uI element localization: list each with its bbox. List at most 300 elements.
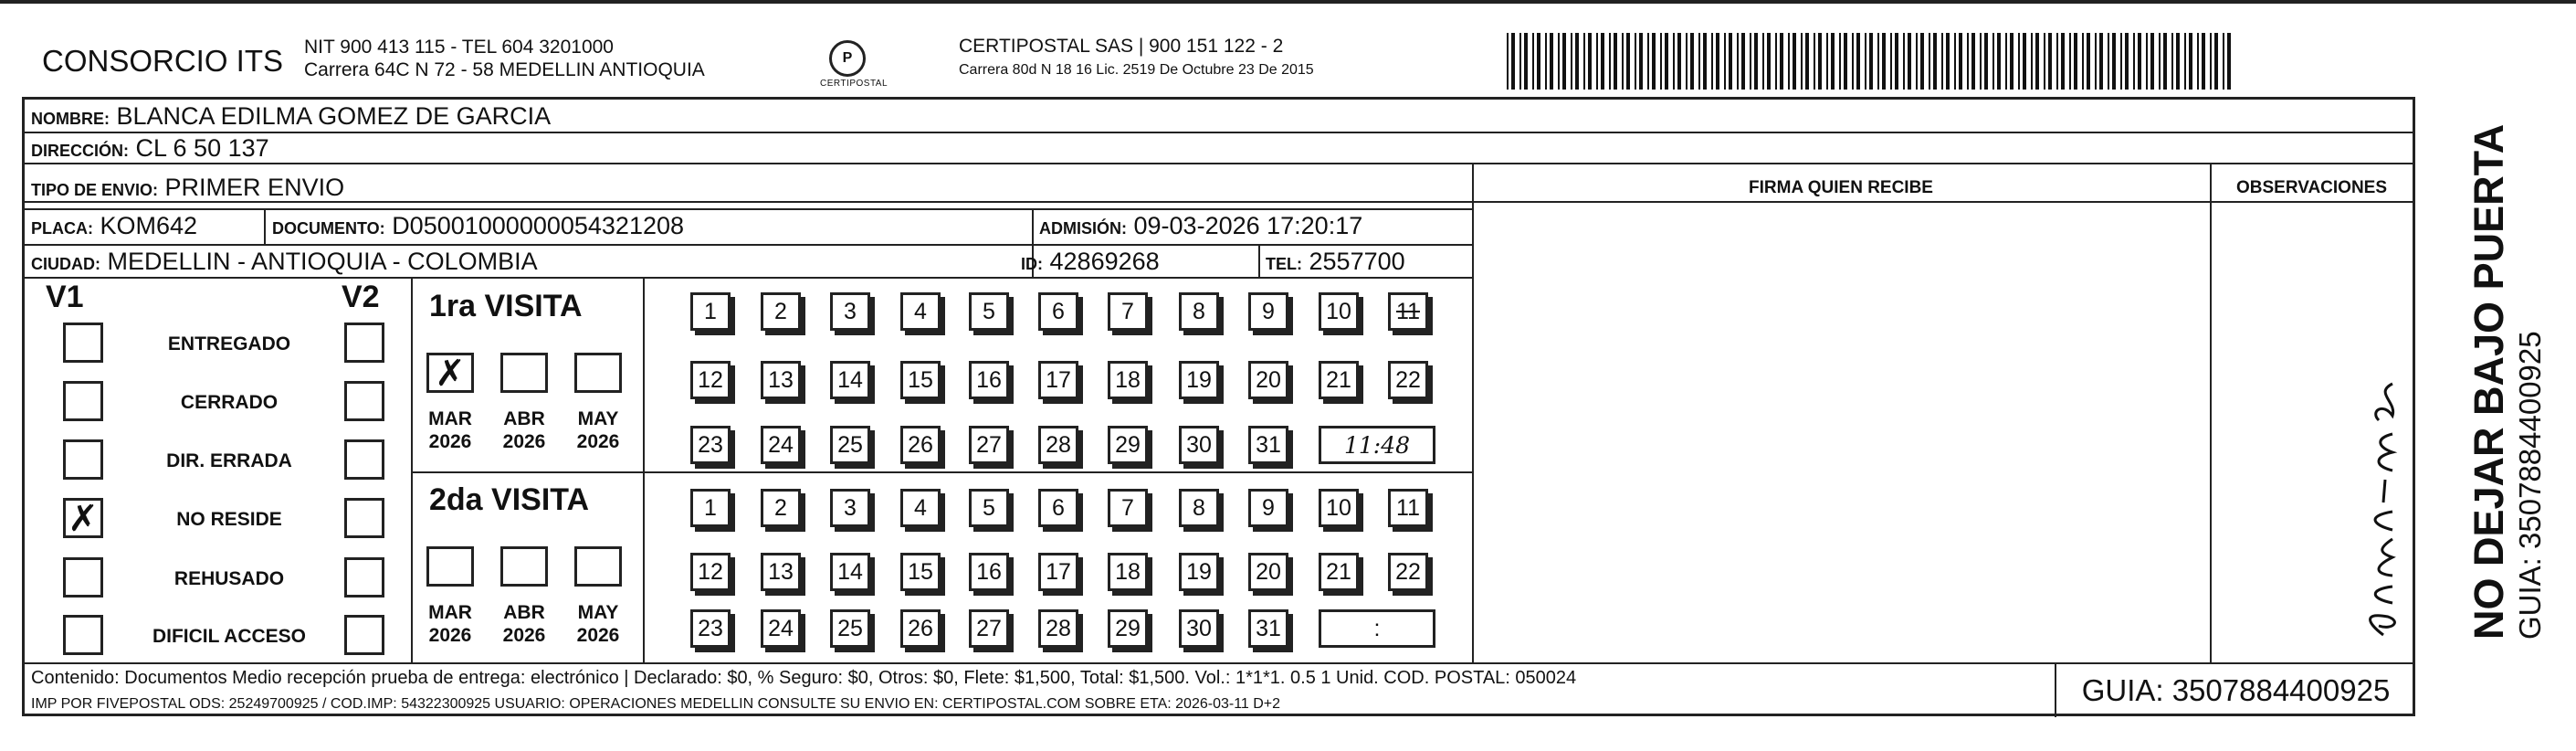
- day-checkbox[interactable]: [1038, 292, 1078, 331]
- barcode-bar: [1920, 33, 1924, 90]
- barcode-bar: [1762, 33, 1764, 90]
- barcode-bar: [1519, 33, 1521, 90]
- day-checkbox[interactable]: [1108, 553, 1148, 591]
- month-checkbox[interactable]: [426, 546, 474, 587]
- day-number: 31: [1256, 431, 1281, 458]
- col-divider: [1258, 244, 1260, 277]
- firma-header: FIRMA QUIEN RECIBE: [1749, 178, 1933, 197]
- barcode-bar: [2031, 33, 2033, 90]
- month-year: 2026: [502, 625, 546, 646]
- month-year: 2026: [428, 431, 472, 452]
- barcode-bar: [2171, 33, 2173, 90]
- barcode-bar: [1818, 33, 1822, 90]
- direccion-value: CL 6 50 137: [135, 134, 269, 162]
- day-checkbox[interactable]: [1179, 553, 1219, 591]
- observations-handwriting: [2219, 292, 2402, 649]
- day-checkbox[interactable]: [900, 609, 941, 648]
- day-checkbox[interactable]: [1319, 292, 1359, 331]
- day-checkbox[interactable]: [1248, 489, 1288, 527]
- day-number: 23: [698, 615, 723, 641]
- barcode-bar: [1908, 33, 1911, 90]
- day-checkbox[interactable]: [969, 553, 1009, 591]
- barcode-bar: [1583, 33, 1585, 90]
- day-checkbox[interactable]: [1248, 426, 1288, 464]
- barcode-bar: [1673, 33, 1675, 90]
- barcode-bar: [1558, 33, 1560, 90]
- day-number: 2: [774, 298, 787, 324]
- barcode-bar: [2223, 33, 2224, 90]
- day-number: 15: [908, 366, 933, 393]
- tel-label: TEL:: [1266, 255, 1302, 273]
- col-divider: [411, 277, 413, 662]
- barcode-bar: [1780, 33, 1783, 90]
- barcode-bar: [2005, 33, 2007, 90]
- documento-field: [272, 212, 684, 240]
- barcode-bar: [1805, 33, 1809, 90]
- barcode-bar: [2214, 33, 2218, 90]
- x-mark-icon: ✗: [68, 498, 99, 540]
- status-label: CERRADO: [180, 392, 279, 413]
- v2-checkbox[interactable]: [344, 381, 384, 421]
- nombre-label: NOMBRE:: [31, 110, 110, 128]
- id-field: [1021, 248, 1160, 276]
- day-number: 29: [1115, 431, 1141, 458]
- day-checkbox[interactable]: [1038, 489, 1078, 527]
- month-label: [562, 601, 635, 647]
- month-label: [488, 601, 561, 647]
- side-guia: GUIA: 3507884400925: [2513, 331, 2547, 640]
- col-divider: [2210, 163, 2212, 663]
- admision-field: [1039, 212, 1362, 240]
- day-checkbox[interactable]: [969, 292, 1009, 331]
- day-number: 26: [908, 431, 933, 458]
- barcode-bar: [1660, 33, 1662, 90]
- nombre-row: [31, 102, 551, 131]
- barcode-bar: [1550, 33, 1553, 90]
- company-name: CONSORCIO ITS: [42, 44, 284, 78]
- day-number: 18: [1115, 558, 1141, 585]
- day-checkbox[interactable]: [1319, 553, 1359, 591]
- month-name: ABR: [503, 602, 545, 623]
- month-year: 2026: [428, 625, 472, 646]
- day-number: 3: [844, 298, 857, 324]
- barcode-bar: [1511, 33, 1515, 90]
- id-label: ID:: [1021, 255, 1043, 273]
- barcode-bar: [1971, 33, 1975, 90]
- day-number: 28: [1046, 431, 1071, 458]
- barcode-bar: [1856, 33, 1860, 90]
- day-checkbox[interactable]: [969, 489, 1009, 527]
- day-number: 28: [1046, 615, 1071, 641]
- tipo-row: [31, 174, 344, 202]
- barcode-bar: [1992, 33, 1994, 90]
- footer-content-line: Contenido: Documentos Medio recepción prueba de entrega: electrónico | Declarado: $0, % Seguro: $0, Otros: $0, Flete: $1,500, Total: $1,500. Vol.: 1*1*1. 0.5 1 Unid. COD. POSTAL: 050024: [31, 668, 1577, 688]
- courier-name: CERTIPOSTAL SAS | 900 151 122 - 2: [959, 36, 1284, 57]
- day-number: 11: [1396, 494, 1420, 521]
- day-number: 25: [837, 431, 863, 458]
- day-number: 5: [983, 494, 995, 521]
- barcode-bar: [1844, 33, 1847, 90]
- barcode-bar: [1711, 33, 1713, 90]
- barcode-bar: [2069, 33, 2071, 90]
- barcode-bar: [1814, 33, 1815, 90]
- barcode-bar: [2099, 33, 2103, 90]
- day-number: 4: [914, 494, 927, 521]
- day-checkbox[interactable]: [1179, 489, 1219, 527]
- row-divider: [22, 201, 2415, 203]
- status-label: REHUSADO: [173, 568, 285, 589]
- v1-checkbox[interactable]: [63, 557, 103, 598]
- barcode-bar: [2189, 33, 2192, 90]
- day-number: 25: [837, 615, 863, 641]
- col-divider: [264, 208, 266, 244]
- v2-checkbox[interactable]: [344, 557, 384, 598]
- day-number: 17: [1046, 366, 1071, 393]
- day-checkbox[interactable]: [761, 553, 801, 591]
- day-number: 17: [1046, 558, 1071, 585]
- day-number: 15: [908, 558, 933, 585]
- day-number: 19: [1186, 366, 1212, 393]
- documento-value: D0500100000005432120​8: [392, 212, 685, 239]
- barcode-bar: [1831, 33, 1835, 90]
- day-number: 11: [1396, 298, 1420, 324]
- day-number: 8: [1193, 494, 1205, 521]
- day-checkbox[interactable]: [969, 609, 1009, 648]
- day-number: 1: [704, 494, 717, 521]
- day-checkbox[interactable]: [761, 292, 801, 331]
- barcode-bar: [2056, 33, 2058, 90]
- barcode-bar: [1890, 33, 1892, 90]
- barcode-bar: [2150, 33, 2154, 90]
- day-checkbox[interactable]: [830, 292, 870, 331]
- row-divider: [22, 132, 2415, 133]
- barcode-bar: [1665, 33, 1668, 90]
- barcode-bar: [1507, 33, 1509, 90]
- row-divider: [22, 208, 1474, 210]
- day-checkbox[interactable]: [1179, 609, 1219, 648]
- day-checkbox[interactable]: [1108, 489, 1148, 527]
- day-number: 7: [1121, 298, 1134, 324]
- day-number: 29: [1115, 615, 1141, 641]
- barcode-bar: [1647, 33, 1649, 90]
- barcode-bar: [1562, 33, 1566, 90]
- barcode-bar: [2044, 33, 2045, 90]
- month-name: ABR: [503, 408, 545, 429]
- v1-checkbox[interactable]: [63, 615, 103, 655]
- day-number: 27: [976, 615, 1002, 641]
- month-checkbox[interactable]: [500, 546, 548, 587]
- barcode-bar: [1984, 33, 1988, 90]
- barcode-bar: [1788, 33, 1790, 90]
- barcode-bar: [1524, 33, 1528, 90]
- barcode-bar: [2095, 33, 2097, 90]
- barcode-bar: [2061, 33, 2065, 90]
- barcode-bar: [1652, 33, 1656, 90]
- placa-field: [31, 212, 197, 240]
- barcode-bar: [1737, 33, 1739, 90]
- barcode-bar: [2074, 33, 2077, 90]
- day-checkbox[interactable]: [1248, 609, 1288, 648]
- day-checkbox[interactable]: [1179, 292, 1219, 331]
- second-visit-title: 2da VISITA: [429, 482, 590, 517]
- day-number: 13: [768, 558, 794, 585]
- month-checkbox[interactable]: [574, 353, 622, 393]
- barcode-bar: [1571, 33, 1572, 90]
- day-checkbox[interactable]: [1108, 426, 1148, 464]
- day-checkbox[interactable]: [1248, 361, 1288, 399]
- placa-value: KOM642: [100, 212, 198, 239]
- day-number: 9: [1262, 494, 1275, 521]
- barcode-bar: [2138, 33, 2141, 90]
- day-checkbox[interactable]: [1108, 292, 1148, 331]
- barcode-bar: [1741, 33, 1745, 90]
- barcode-bar: [1677, 33, 1681, 90]
- day-checkbox[interactable]: [1388, 489, 1428, 527]
- x-mark-icon: ✗: [435, 353, 466, 395]
- day-number: 19: [1186, 558, 1212, 585]
- day-number: 8: [1193, 298, 1205, 324]
- barcode-bar: [1865, 33, 1866, 90]
- logo-emblem-icon: P: [829, 40, 866, 77]
- day-checkbox[interactable]: [900, 489, 941, 527]
- day-number: 27: [976, 431, 1002, 458]
- barcode-bar: [1839, 33, 1841, 90]
- row-divider: [22, 163, 2415, 164]
- v2-checkbox[interactable]: [344, 439, 384, 480]
- day-number: 16: [976, 558, 1002, 585]
- tel-field: [1266, 248, 1405, 276]
- day-checkbox[interactable]: [900, 553, 941, 591]
- barcode-bar: [2184, 33, 2186, 90]
- v2-header: V2: [342, 280, 380, 314]
- barcode-bar: [2146, 33, 2148, 90]
- barcode-bar: [2048, 33, 2052, 90]
- day-number: 23: [698, 431, 723, 458]
- month-checkbox[interactable]: [426, 353, 474, 393]
- month-checkbox[interactable]: [574, 546, 622, 587]
- status-label: DIFICIL ACCESO: [152, 626, 306, 647]
- v1-checkbox[interactable]: [63, 381, 103, 421]
- documento-label: DOCUMENTO:: [272, 219, 385, 238]
- day-checkbox[interactable]: [969, 426, 1009, 464]
- barcode-bar: [1537, 33, 1540, 90]
- v2-checkbox[interactable]: [344, 498, 384, 538]
- certipostal-logo: [820, 40, 888, 89]
- day-checkbox[interactable]: [969, 361, 1009, 399]
- barcode-bar: [2176, 33, 2180, 90]
- barcode-bar: [1946, 33, 1950, 90]
- day-checkbox[interactable]: [761, 489, 801, 527]
- status-label: DIR. ERRADA: [166, 450, 292, 471]
- day-number: 10: [1326, 494, 1351, 521]
- barcode-bar: [1916, 33, 1918, 90]
- ciudad-field: [31, 248, 538, 276]
- barcode-bar: [2018, 33, 2020, 90]
- day-number: 20: [1256, 558, 1281, 585]
- month-label: [488, 407, 561, 453]
- day-checkbox[interactable]: [1388, 553, 1428, 591]
- day-checkbox[interactable]: [690, 609, 731, 648]
- barcode-bar: [1575, 33, 1579, 90]
- time-value: 11:48: [1343, 431, 1411, 459]
- barcode-bar: [1690, 33, 1694, 90]
- day-checkbox[interactable]: [1108, 609, 1148, 648]
- barcode-bar: [1635, 33, 1636, 90]
- barcode-bar: [1716, 33, 1719, 90]
- nombre-value: BLANCA EDILMA GOMEZ DE GARCIA: [116, 102, 552, 130]
- day-checkbox[interactable]: [1038, 426, 1078, 464]
- status-label: NO RESIDE: [176, 509, 282, 530]
- barcode-bar: [2087, 33, 2090, 90]
- v2-checkbox[interactable]: [344, 323, 384, 363]
- barcode-bar: [2163, 33, 2167, 90]
- day-checkbox[interactable]: [690, 426, 731, 464]
- barcode-bar: [2082, 33, 2084, 90]
- barcode-bar: [1767, 33, 1771, 90]
- month-label: [414, 407, 487, 453]
- day-checkbox[interactable]: [1108, 361, 1148, 399]
- first-visit-title: 1ra VISITA: [429, 289, 583, 323]
- day-checkbox[interactable]: [761, 361, 801, 399]
- barcode-bar: [1750, 33, 1751, 90]
- day-checkbox[interactable]: [761, 609, 801, 648]
- barcode-bar: [1954, 33, 1956, 90]
- month-label: [562, 407, 635, 453]
- barcode-bar: [2125, 33, 2129, 90]
- id-value: 42869268: [1049, 248, 1160, 275]
- day-checkbox[interactable]: [1038, 553, 1078, 591]
- day-checkbox[interactable]: [1388, 361, 1428, 399]
- row-divider: [22, 277, 1474, 279]
- day-checkbox[interactable]: [830, 361, 870, 399]
- day-checkbox[interactable]: [830, 489, 870, 527]
- day-checkbox[interactable]: [1248, 292, 1288, 331]
- courier-address: Carrera 80d N 18 16 Lic. 2519 De Octubre 23 De 2015: [959, 62, 1314, 78]
- day-number: 1: [704, 298, 717, 324]
- barcode-bar: [1729, 33, 1732, 90]
- day-number: 9: [1262, 298, 1275, 324]
- barcode-bar: [2010, 33, 2013, 90]
- v2-checkbox[interactable]: [344, 615, 384, 655]
- day-number: 24: [768, 615, 794, 641]
- direccion-label: DIRECCIÓN:: [31, 142, 129, 160]
- day-checkbox[interactable]: [761, 426, 801, 464]
- barcode-bar: [1959, 33, 1962, 90]
- day-checkbox[interactable]: [830, 426, 870, 464]
- day-checkbox[interactable]: [900, 292, 941, 331]
- barcode-bar: [1882, 33, 1886, 90]
- ciudad-label: CIUDAD:: [31, 255, 100, 273]
- guia-number: GUIA: 3507884400925: [2081, 673, 2391, 707]
- barcode-bar: [2133, 33, 2135, 90]
- v1-checkbox[interactable]: [63, 498, 103, 538]
- barcode-bar: [1877, 33, 1879, 90]
- day-checkbox[interactable]: [1248, 553, 1288, 591]
- col-divider: [1472, 163, 1474, 663]
- day-number: 13: [768, 366, 794, 393]
- day-checkbox[interactable]: [690, 553, 731, 591]
- barcode-bar: [1545, 33, 1547, 90]
- time-field[interactable]: [1319, 609, 1435, 648]
- time-field[interactable]: [1319, 426, 1435, 464]
- day-checkbox[interactable]: [1319, 489, 1359, 527]
- day-number: 20: [1256, 366, 1281, 393]
- day-checkbox[interactable]: [1388, 292, 1428, 331]
- barcode-bar: [1775, 33, 1777, 90]
- barcode-bar: [1698, 33, 1700, 90]
- day-number: 4: [914, 298, 927, 324]
- day-checkbox[interactable]: [1038, 361, 1078, 399]
- day-checkbox[interactable]: [830, 553, 870, 591]
- day-number: 5: [983, 298, 995, 324]
- barcode: [1507, 33, 2235, 90]
- barcode-bar: [1532, 33, 1534, 90]
- day-checkbox[interactable]: [690, 292, 731, 331]
- day-checkbox[interactable]: [900, 426, 941, 464]
- day-checkbox[interactable]: [1179, 361, 1219, 399]
- barcode-bar: [2120, 33, 2122, 90]
- logo-label: CERTIPOSTAL: [820, 79, 888, 89]
- barcode-bar: [2159, 33, 2161, 90]
- barcode-bar: [1903, 33, 1905, 90]
- day-number: 16: [976, 366, 1002, 393]
- month-label: [414, 601, 487, 647]
- v1-checkbox[interactable]: [63, 439, 103, 480]
- company-address: Carrera 64C N 72 - 58 MEDELLIN ANTIOQUIA: [304, 59, 705, 80]
- day-number: 6: [1052, 494, 1065, 521]
- barcode-bar: [1609, 33, 1611, 90]
- day-number: 26: [908, 615, 933, 641]
- day-checkbox[interactable]: [1038, 609, 1078, 648]
- day-number: 12: [698, 366, 723, 393]
- top-border-line: [0, 0, 2576, 4]
- month-year: 2026: [576, 431, 620, 452]
- barcode-bar: [1596, 33, 1598, 90]
- barcode-bar: [1793, 33, 1796, 90]
- day-number: 10: [1326, 298, 1351, 324]
- day-checkbox[interactable]: [690, 489, 731, 527]
- barcode-bar: [1588, 33, 1592, 90]
- day-checkbox[interactable]: [1179, 426, 1219, 464]
- v1-checkbox[interactable]: [63, 323, 103, 363]
- barcode-bar: [1967, 33, 1969, 90]
- row-divider: [411, 471, 1474, 473]
- day-number: 21: [1326, 558, 1351, 585]
- barcode-bar: [1703, 33, 1707, 90]
- barcode-bar: [2210, 33, 2212, 90]
- admision-label: ADMISIÓN:: [1039, 219, 1127, 238]
- v1-header: V1: [46, 280, 84, 314]
- barcode-bar: [1826, 33, 1828, 90]
- day-checkbox[interactable]: [690, 361, 731, 399]
- barcode-bar: [1801, 33, 1803, 90]
- company-info: [304, 36, 705, 81]
- day-checkbox[interactable]: [900, 361, 941, 399]
- day-number: 6: [1052, 298, 1065, 324]
- day-number: 30: [1186, 615, 1212, 641]
- day-number: 24: [768, 431, 794, 458]
- side-text: [2466, 124, 2548, 640]
- day-checkbox[interactable]: [1319, 361, 1359, 399]
- barcode-bar: [2197, 33, 2199, 90]
- row-divider: [22, 244, 1474, 246]
- barcode-bar: [1997, 33, 2001, 90]
- month-year: 2026: [576, 625, 620, 646]
- month-checkbox[interactable]: [500, 353, 548, 393]
- barcode-bar: [1724, 33, 1726, 90]
- month-name: MAY: [577, 602, 619, 623]
- day-checkbox[interactable]: [830, 609, 870, 648]
